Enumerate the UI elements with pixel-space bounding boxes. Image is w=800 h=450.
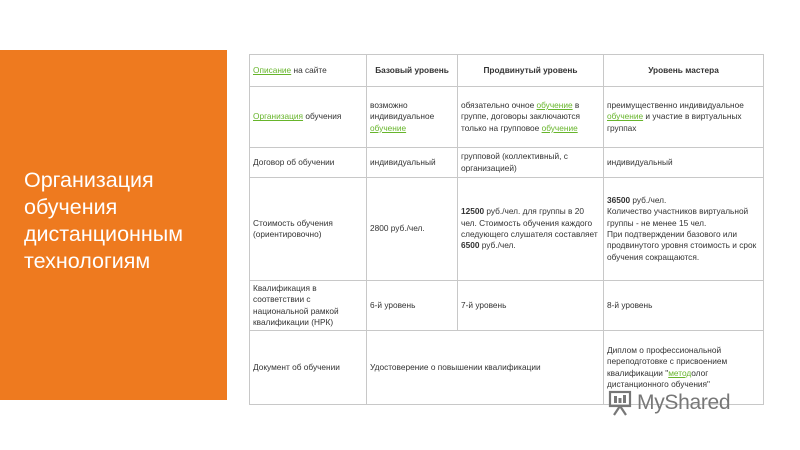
cell-cost-advanced bbox=[458, 178, 604, 281]
header-text: на сайте bbox=[291, 64, 327, 75]
cell-cost-master bbox=[604, 178, 764, 281]
comparison-table bbox=[249, 54, 764, 405]
cell-org-master bbox=[604, 87, 764, 148]
cell-doc-basic-advanced: Удостоверение о повышении квалификации bbox=[367, 331, 604, 405]
watermark-text: MyShared bbox=[637, 391, 731, 414]
training-link[interactable]: обучение bbox=[536, 100, 573, 111]
cell-text: возможно индивидуальное bbox=[370, 100, 435, 122]
price-value: 6500 bbox=[461, 240, 480, 251]
watermark bbox=[608, 388, 730, 418]
title-line: технологиям bbox=[24, 249, 151, 273]
cell-qual-basic: 6-й уровень bbox=[367, 281, 458, 331]
cell-org-basic bbox=[367, 87, 458, 148]
slide-title bbox=[24, 167, 224, 275]
header-cell-advanced: Продвинутый уровень bbox=[458, 55, 604, 87]
cell-text: При подтверждении базового или продвинутого уровня стоимость и срок обучения сокращаются. bbox=[607, 229, 757, 262]
slide-content bbox=[227, 50, 800, 400]
cell-text: обязательно очное bbox=[461, 100, 537, 111]
table-header-row bbox=[250, 55, 764, 87]
row-label-document: Документ об обучении bbox=[250, 331, 367, 405]
organization-link[interactable]: Организация bbox=[253, 111, 304, 122]
cell-text: руб./чел. bbox=[630, 195, 667, 206]
cell-contract-advanced: групповой (коллективный, с организацией) bbox=[458, 148, 604, 178]
cell-contract-basic: индивидуальный bbox=[367, 148, 458, 178]
methodologist-link[interactable]: метод bbox=[668, 367, 692, 378]
table-row bbox=[250, 148, 764, 178]
table-row bbox=[250, 87, 764, 148]
description-link[interactable]: Описание bbox=[253, 64, 292, 75]
presentation-board-icon bbox=[608, 390, 632, 416]
cell-qual-master: 8-й уровень bbox=[604, 281, 764, 331]
cell-text: руб./чел. bbox=[479, 240, 516, 251]
row-label-qualification: Квалификация в соответствии с национальной рамкой квалификации (НРК) bbox=[250, 281, 367, 331]
row-label-organization bbox=[250, 87, 367, 148]
title-line: дистанционным bbox=[24, 222, 184, 246]
title-line: Организация bbox=[24, 168, 154, 192]
training-link[interactable]: обучение bbox=[370, 122, 407, 133]
cell-text: Диплом о профессиональной переподготовке с присвоением квалификации " bbox=[607, 345, 728, 378]
price-value: 36500 bbox=[607, 195, 631, 206]
cell-org-advanced bbox=[458, 87, 604, 148]
label-text: обучения bbox=[303, 111, 342, 122]
cell-text: олог дистанционного обучения" bbox=[607, 367, 710, 389]
header-cell-basic: Базовый уровень bbox=[367, 55, 458, 87]
cell-cost-basic: 2800 руб./чел. bbox=[367, 178, 458, 281]
table-row bbox=[250, 178, 764, 281]
row-label-cost: Стоимость обучения (ориентировочно) bbox=[250, 178, 367, 281]
header-cell-description bbox=[250, 55, 367, 87]
cell-text: руб./чел. для группы в 20 чел. Стоимость обучения каждого следующего слушателя составляет bbox=[461, 206, 598, 239]
title-line: обучения bbox=[24, 195, 118, 219]
row-label-contract: Договор об обучении bbox=[250, 148, 367, 178]
training-link[interactable]: обучение bbox=[607, 111, 644, 122]
header-cell-master: Уровень мастера bbox=[604, 55, 764, 87]
table-row bbox=[250, 281, 764, 331]
price-value: 12500 bbox=[461, 206, 485, 217]
cell-text: в группе, договоры заключаются только на групповое bbox=[461, 100, 580, 133]
training-link[interactable]: обучение bbox=[541, 122, 578, 133]
cell-qual-advanced: 7-й уровень bbox=[458, 281, 604, 331]
cell-text: Количество участников виртуальной группы - не менее 15 чел. bbox=[607, 206, 749, 228]
cell-text: преимущественно индивидуальное bbox=[607, 100, 744, 111]
cell-text: и участие в виртуальных группах bbox=[607, 111, 742, 133]
cell-contract-master: индивидуальный bbox=[604, 148, 764, 178]
title-panel bbox=[0, 50, 227, 400]
